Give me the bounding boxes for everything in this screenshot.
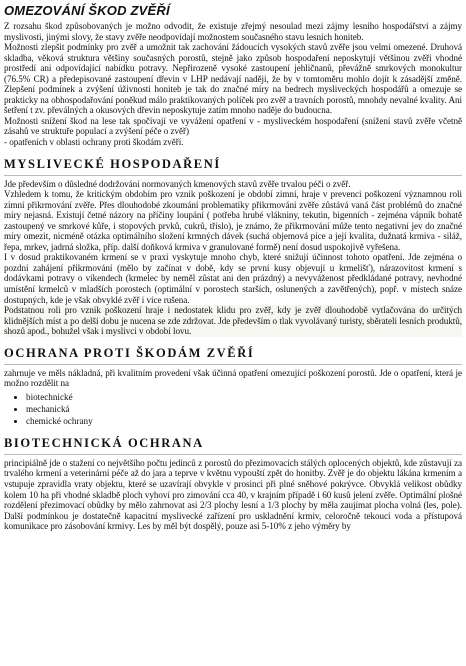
- page-title: OMEZOVÁNÍ ŠKOD ZVĚŘÍ: [4, 3, 170, 18]
- list-item: • biotechnické: [26, 391, 462, 403]
- intro-paragraph: - opatřeních v oblasti ochrany proti škodám zvěří.: [4, 137, 184, 148]
- intro-block: [4, 21, 462, 148]
- section-paragraph: principiálně jde o stažení co největšího počtu jedinců z porostů do přezimovacích stálých oplocených objektů, kde zůstavují za trvalého krmení a veterinární péče až do jara a teprve v květnu vypouští zpět do honitby. Zvěř je do objektu lákána krmením a vstupuje zpravidla vraty objektu, které se uzavírají obvykle v prosinci při plné sněhové pokrývce. Obvyklá velikost obůdky kolem 10 ha při vhodné skladbě ploch vyhoví pro zimování cca 40, v krajním případě i 60 kusů jelení zvěře. Optimální plošné rozdělení přezimovací obůdky by mělo zahrnovat asi 2/3 plochy lesní a 1/3 plochy by měla zaujímat plocha volná (les, pole). Další podmínkou je dostatečně kapacitní myslivecké zařízení pro uskladnění krmiv, celoročně tekoucí voda a přístupová komunikace pro zásobování krmivy. Les by měl být dospělý, pouze asi 5-10% z jeho výměry by: [4, 457, 462, 532]
- section-paragraph: Vzhledem k tomu, že kritickým obdobím pro vznik poškození je období zimní, hraje v prevenci poškození významnou roli zimní přikrmování zvěře. Přes dlouhodobé zkoumání problematiky přikrmování zvěře zůstává vaná část problémů do značné míry nejasná. Existují četné názory na příčiny loupání ( potřeba hrubé vlákniny, tekutin, bigenních - zejména vápník bohatě zastoupený ve smrkové kůře, i stopových prvků, cukrů, tříslo), je známo, že přikrmování může tento negativní jev do značné míry omezit, nicméně otázka optimálního složení krmných dávek (suchá objemová píce a její kvalita, dužnatá krmiva - siláž, řepa, mrkev, jadrná složka, příp. další doňková krmiva v granulované formě) není dosud uspokojivě vyřešena.: [4, 189, 462, 252]
- section-heading-ochrana: OCHRANA PROTI ŠKODÁM ZVĚŘÍ: [4, 345, 255, 360]
- section-paragraph: Podstatnou roli pro vznik poškození hraje i nedostatek klidu pro zvěř, kdy je zvěř dlouhodobě vytlačována do určitých klidnějších míst a po delší dobu je nucena se zde zdržovat. Jde především o tlak vyvolávaný turisty, sběrateli lesních produktů, shozů apod., bohužel však i myslivci v období lovu.: [4, 305, 462, 337]
- section-heading-biotechnicka: BIOTECHNICKÁ OCHRANA: [4, 435, 204, 450]
- section-paragraph: I v dosud praktikovaném krmení se v praxi vyskytuje mnoho chyb, které snižují účinnost tohoto opatření. Jde zejména o pozdní zahájení přikrmování (mělo by začínat v době, kdy se první kusy objevují u krmelišť), nárazovitost krmení s dodávkami potravy o víkendech (krmelec by neměl zůstat ani den prázdný) a nevyváženost předkládané potravy, nevhodné umístění krmelců v mladších porostech (optimální v porostech starších, oslunených a zavětřených), popř. v místech snáze dostupných, kde je však obvyklé zvěř i více rušena.: [4, 252, 462, 305]
- section-body-myslivecke: [4, 175, 462, 337]
- section-body-biotechnicka: [4, 454, 462, 532]
- section-body-ochrana: [4, 364, 462, 427]
- intro-paragraph: Možnosti snížení škod na lese tak spočívají ve vyvážení opatření v - mysliveckém hospodaření (snížení stavů zvěře včetně zásahů ve struktuře populací a zvýšení péče o zvěř): [4, 115, 462, 137]
- section-heading-myslivecke: MYSLIVECKÉ HOSPODAŘENÍ: [4, 156, 221, 171]
- section-paragraph: Jde především o důsledné dodržování normovaných kmenových stavů zvěře trvalou péči o zvěř.: [4, 178, 351, 189]
- list-item: • mechanická: [26, 403, 462, 415]
- intro-paragraph: Z rozsahu škod způsobovaných je možno odvodit, že existuje zřejmý nesoulad mezi zájmy lesního hospodářství a zájmy myslivosti, jinými slovy, že stavy zvěře neodpovídají možnostem současného stavu lesních honiteb.: [4, 21, 462, 42]
- section-paragraph: zahrnuje ve měls nákladná, při kvalitním provedení však účinná opatření omezující poškození porostů. Jde o opatření, která je možno rozdělit na: [4, 367, 462, 389]
- intro-paragraph: Možnosti zlepšit podmínky pro zvěř a umožnit tak zachování žádoucích vysokých stavů zvěře jsou velmi omezené. Druhová skladba, věková struktura většiny současných porostů, stejně jako způsob hospodaření neposkytují většinou zvěři vhodné prostředí ani odpovídající nabídku potravy. Nepřirozeně vysoké zastoupení jehličnanů, převážně smrkových monokultur (76.5% CR) a předepisované zastoupení dřevin v LHP nedávají naději, že by v tomtoměru mohlo dojít k zásadější změně. Zlepšení podmínek a zvýšení úživnosti honiteb je tak do značné míry na bedrech mysliveckých hospodářů a omezuje se prakticky na obhospodařování poněkud málo praktikovaných políček pro zvěř a travních porostů, mnohdy nevalné kvality. Ani šetření t zv. převálných a okusových dřevin neposkytuje zatím mnoho naděje do budoucna.: [4, 42, 462, 116]
- protection-types-list: [4, 391, 462, 427]
- list-item: • chemické ochrany: [26, 415, 462, 427]
